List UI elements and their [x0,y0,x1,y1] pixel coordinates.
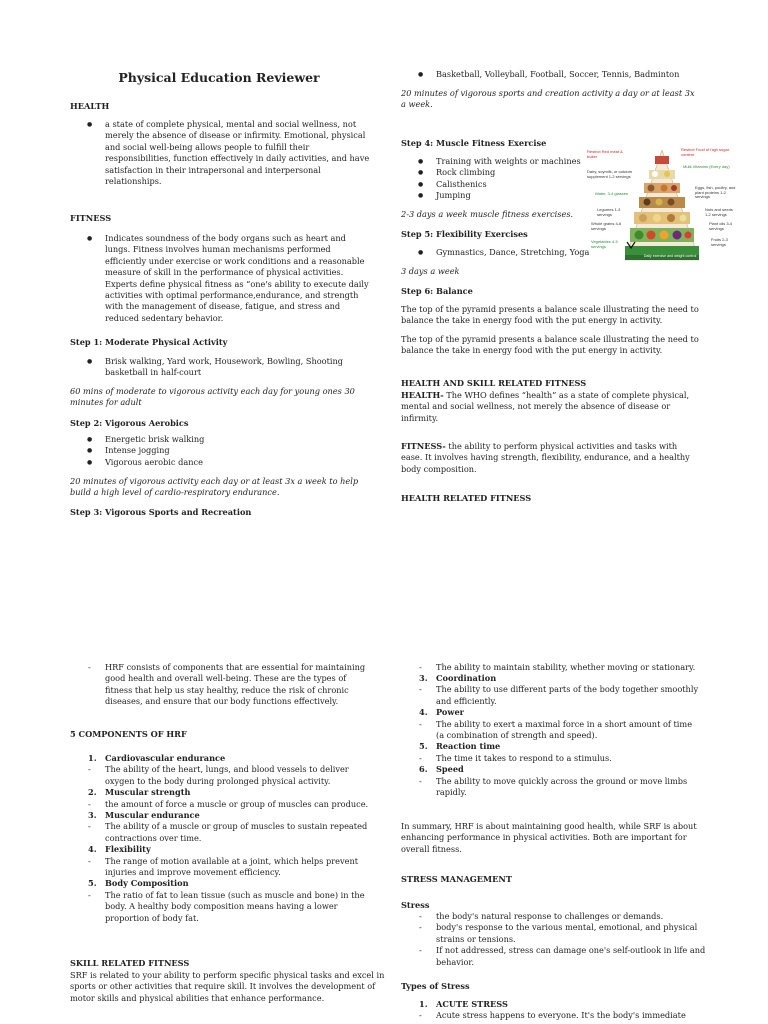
stress-type-desc-text: Acute stress happens to everyone. It's the body's immediate [436,1010,686,1021]
component-number: 1. [88,753,97,763]
step6-heading: Step 6: Balance [401,286,473,296]
step3-item: ● Basketball, Volleyball, Football, Soccer, Tennis, Badminton [401,69,719,80]
stress-type-name: ACUTE STRESS [436,999,508,1009]
health-bullet: ● a state of complete physical, mental and social wellness, not merely the absence of disease or infirmity. Emotional, physical and social well-being allows people to fulfill their responsibilities, function effectively in daily activities, and have satisfaction in their intrapersonal and interpersonal relationships. [70,119,370,187]
pyramid-label-nuts: Nuts and seeds 1-2 servings [705,207,733,217]
fitness-bullet: ● Indicates soundness of the body organs such as heart and lungs. Fitness involves human mechanisms performed efficiently under exercise or work conditions and a reasonable measure of skill in the performance of physical activities. Experts define physical fitness as “one's ability to execute daily activities with optimal performance,endurance, and strength with the management of disease, fatigue, and stress and reduced sedentary behavior. [70,233,370,324]
balance-paragraph-1: The top of the pyramid presents a balance scale illustrating the need to balance the take in energy food with the put energy in activity. [401,304,699,326]
document-title: Physical Education Reviewer [118,70,320,85]
component-name: Power [436,707,464,718]
step3-note: 20 minutes of vigorous sports and creation activity a day or at least 3x a week. [401,88,695,110]
component-title [401,707,701,718]
pyramid-label-fruits: Fruits 2-3 servings [711,237,728,247]
health-definition-text: The WHO defines “health” as a state of complete physical, mental and social wellness, not merely the absence of disease or infirmity. [401,390,690,423]
pyramid-label-restrict-sugar: Restrict Food of high sugar content [681,147,730,157]
component-number: 4. [88,844,97,855]
component-name: Muscular strength [105,787,191,798]
summary-paragraph: In summary, HRF is about maintaining good health, while SRF is about enhancing performance in physical activities. Both are important for overall fitness. [401,821,697,854]
component-description: - the amount of force a muscle or group of muscles can produce. [88,798,369,809]
step2-heading: Step 2: Vigorous Aerobics [70,418,189,428]
health-definition [401,390,701,424]
component-title [70,753,370,764]
component-description-text: The range of motion available at a joint, which helps prevent injuries and improve movement efficiency. [105,855,359,878]
component-description: - The ability of a muscle or group of muscles to sustain repeated contractions over time. [88,821,368,843]
srf-balance-list [401,662,701,673]
component-title [401,673,701,684]
pyramid-label-multivitamin: Multi-Vitamins (Every day) [683,164,730,169]
stress-item-text: body's response to the various mental, emotional, and physical strains or tensions. [436,922,698,944]
component-name: Flexibility [105,844,151,855]
component-number: 3. [419,673,428,683]
component-title [401,741,701,752]
component-description: - The ratio of fat to lean tissue (such as muscle and bone) in the body. A healthy body composition means having a lower proportion of body fat. [88,889,365,923]
srf-paragraph: SRF is related to your ability to perform specific physical tasks and excel in sports or other activities that require skill. It involves the development of motor skills and physical abilities that enhance performance. [70,970,385,1003]
pyramid-label-dairy: Dairy, soymilk, or calcium supplement 1-2 servings [587,169,633,179]
step2-list [70,434,370,468]
step5-note: 3 days a week [401,266,460,276]
component-description-text: The ability to exert a maximal force in a short amount of time (a combination of strength and speed). [436,718,693,741]
component-name: Speed [436,764,464,775]
document-page-2 [0,640,768,1024]
step1-list [70,356,370,379]
step5-item: ● Gymnastics, Dance, Stretching, Yoga [401,247,601,258]
component-description-text: the amount of force a muscle or group of muscles can produce. [105,798,369,809]
step4-item: ● Jumping [401,190,591,201]
component-title [401,764,701,775]
step5-heading: Step 5: Flexibility Exercises [401,229,528,239]
stress-management-heading: STRESS MANAGEMENT [401,874,512,884]
step1-heading: Step 1: Moderate Physical Activity [70,337,228,347]
component-name: Body Composition [105,878,189,889]
stress-item-text: the body's natural response to challenges or demands. [436,911,664,921]
food-pyramid-figure [587,148,737,266]
component-description-text: The ability to use different parts of the body together smoothly and efficiently. [436,684,699,706]
srf-balance-text: The ability to maintain stability, whether moving or stationary. [436,662,696,672]
pyramid-label-base: Daily exercise and weight control [643,254,697,258]
hrf-heading: HEALTH RELATED FITNESS [401,493,532,503]
component-title [70,844,370,855]
component-title [70,810,370,821]
component-description-text: The time it takes to respond to a stimulus. [436,752,612,763]
stress-item: - the body's natural response to challenges or demands. [419,911,664,921]
pyramid-label-vegetables: Vegetables 4-5 servings [591,239,618,249]
srf-heading: SKILL RELATED FITNESS [70,958,190,968]
component-number: 6. [419,764,428,775]
step1-note: 60 mins of moderate to vigorous activity each day for young ones 30 minutes for adult [70,386,355,408]
component-description: - The range of motion available at a joint, which helps prevent injuries and improve movement efficiency. [88,855,359,878]
step3-heading: Step 3: Vigorous Sports and Recreation [70,507,252,517]
step4-note: 2-3 days a week muscle fitness exercises. [401,209,574,219]
component-name: Cardiovascular endurance [105,753,226,763]
stress-item: - If not addressed, stress can damage one's self-outlook in life and behavior. [419,945,706,967]
health-heading: HEALTH [70,101,110,111]
component-description-text: The ability of a muscle or group of muscles to sustain repeated contractions over time. [105,821,368,843]
step4-item: ● Training with weights or machines [401,156,591,167]
srf-balance-item: - The ability to maintain stability, whether moving or stationary. [419,662,696,672]
pyramid-label-legumes: Legumes 1-3 servings [597,207,621,217]
step4-list [401,156,591,202]
srf-components-list [401,673,701,798]
fitness-definition [401,441,701,475]
pyramid-label-plant-oils: Plant oils 3-4 servings [709,221,733,231]
component-description-text: The ratio of fat to lean tissue (such as muscle and bone) in the body. A healthy body composition means having a lower proportion of body fat. [105,889,365,923]
stress-heading: Stress [401,900,430,910]
stress-types-list [401,999,719,1022]
components-heading: 5 COMPONENTS OF HRF [70,729,187,739]
fitness-bullets [70,233,370,324]
balance-paragraph-2: The top of the pyramid presents a balance scale illustrating the need to balance the take in energy food with the put energy in activity. [401,334,699,356]
component-description-text: The ability to move quickly across the ground or move limbs rapidly. [436,775,688,798]
stress-list [401,911,719,968]
component-number: 5. [419,741,428,752]
step4-heading: Step 4: Muscle Fitness Exercise [401,138,547,148]
components-list [70,753,370,924]
component-number: 3. [88,810,97,821]
hsrf-heading: HEALTH AND SKILL RELATED FITNESS [401,378,587,388]
component-name: Muscular endurance [105,810,200,821]
fitness-definition-label: FITNESS- [401,441,446,451]
component-number: 2. [88,787,97,798]
stress-item-text: If not addressed, stress can damage one's self-outlook in life and behavior. [436,945,706,967]
component-title [70,787,370,798]
stress-type-desc: - Acute stress happens to everyone. It's the body's immediate [419,1010,686,1021]
step2-item: ● Vigorous aerobic dance [70,457,370,468]
step2-item: ● Energetic brisk walking [70,434,370,445]
component-name: Coordination [436,673,497,683]
stress-item: - body's response to the various mental, emotional, and physical strains or tensions. [419,922,698,944]
fitness-heading: FITNESS [70,213,112,223]
hrf-intro-text: HRF consists of components that are essential for maintaining good health and overall well-being. These are the types of fitness that help us stay healthy, reduce the risk of chronic diseases, and ensure that our body functions effectively. [105,662,366,707]
stress-type-number: 1. [419,999,428,1009]
component-number: 5. [88,878,97,889]
step2-note: 20 minutes of vigorous activity each day or at least 3x a week to help build a high level of cardio-respiratory endurance. [70,476,359,498]
component-description: - The ability to exert a maximal force in a short amount of time (a combination of strength and speed). [419,718,693,741]
step4-item: ● Rock climbing [401,167,591,178]
component-name: Reaction time [436,741,501,752]
pyramid-label-whole-grains: Whole grains 4-6 servings [591,221,622,231]
pyramid-label-restrict-red-meat: Restrict Red meat & butter [587,149,623,159]
component-title [70,878,370,889]
step2-item: ● Intense jogging [70,445,370,456]
step3-list [401,69,719,80]
component-number: 4. [419,707,428,718]
fitness-definition-text: the ability to perform physical activities and tasks with ease. It involves having strength, flexibility, endurance, and a healthy body composition. [401,441,690,474]
pyramid-label-water: Water, 3-4 glasses [595,191,628,196]
step4-item: ● Calisthenics [401,179,591,190]
step1-item: ● Brisk walking, Yard work, Housework, Bowling, Shooting basketball in half-court [70,356,370,379]
types-of-stress-heading: Types of Stress [401,981,470,991]
pyramid-label-eggs: Eggs, fish, poultry, and plant proteins 1-2 servings [695,185,736,200]
component-description: - The ability of the heart, lungs, and blood vessels to deliver oxygen to the body during prolonged physical activity. [88,764,349,786]
health-bullets [70,119,370,187]
component-description-text: The ability of the heart, lungs, and blood vessels to deliver oxygen to the body during prolonged physical activity. [105,764,349,786]
hrf-intro-list [70,662,370,708]
component-description: - The time it takes to respond to a stimulus. [419,752,612,763]
step5-list [401,247,601,258]
health-definition-label: HEALTH- [401,390,444,400]
hrf-intro-item: - HRF consists of components that are essential for maintaining good health and overall well-being. These are the types of fitness that help us stay healthy, reduce the risk of chronic diseases, and ensure that our body functions effectively. [88,662,366,707]
component-description: - The ability to move quickly across the ground or move limbs rapidly. [419,775,688,798]
component-description: - The ability to use different parts of the body together smoothly and efficiently. [419,684,699,706]
stress-type-item [401,999,719,1010]
